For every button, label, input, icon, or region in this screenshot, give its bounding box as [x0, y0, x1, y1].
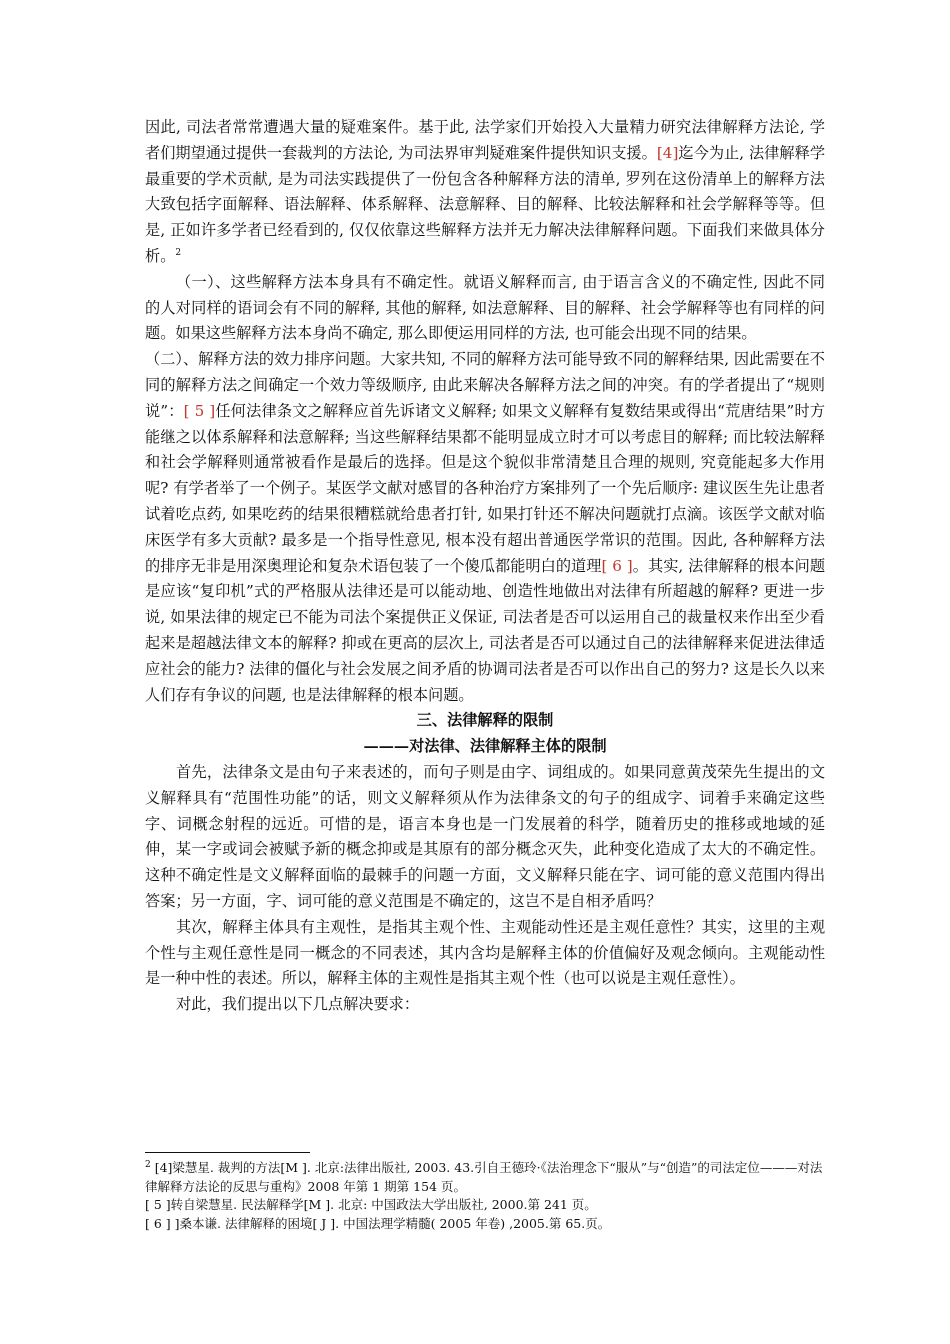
document-body	[145, 115, 825, 1018]
paragraph-3-text-cont: 任何法律条文之解释应首先诉诸文义解释; 如果文义解释有复数结果或得出“荒唐结果”时方能继之以体系解释和法意解释; 当这些解释结果都不能明显成立时才可以考虑目的解释; 而比较法解释和社会学解释则通常被看作是最后的选择。但是这个貌似非常清楚且合理的规则, 究竟能起多大作用呢? 有学者举了一个例子。某医学文献对感冒的各种治疗方案排列了一个先后顺序: 建议医生先让患者试着吃点药, 如果吃药的结果很糟糕就给患者打针, 如果打针还不解决问题就打点滴。该医学文献对临床医学有多大贡献? 最多是一个指导性意见, 根本没有超出普通医学常识的范围。因此, 各种解释方法的排序无非是用深奥理论和复杂术语包装了一个傻瓜都能明白的道理	[145, 401, 826, 575]
footnote-1	[145, 1159, 825, 1196]
section-subheading: ———对法律、法律解释主体的限制	[363, 737, 607, 756]
footnote-mark-2: 2	[175, 247, 182, 258]
paragraph-5: 其次，解释主体具有主观性，是指其主观个性、主观能动性还是主观任意性？其实，这里的主观个性与主观任意性是同一概念的不同表述，其内含均是解释主体的价值偏好及观念倾向。主观能动性是一种中性的表述。所以，解释主体的主观性是指其主观个性（也可以说是主观任意性）。	[145, 917, 825, 988]
footnote-divider	[145, 1152, 310, 1153]
citation-6: [ 6 ]	[601, 556, 633, 575]
paragraph-6: 对此，我们提出以下几点解决要求：	[176, 995, 419, 1014]
paragraph-1-text-cont: 迄今为止, 法律解释学最重要的学术贡献, 是为司法实践提供了一份包含各种解释方法的清单, 罗列在这份清单上的解释方法大致包括字面解释、语法解释、体系解释、法意解释、目的解释、比较法解释和社会学解释等等。但是, 正如许多学者已经看到的, 仅仅依靠这些解释方法并无力解决法律解释问题。下面我们来做具体分析。	[145, 143, 826, 265]
paragraph-2: （一）、这些解释方法本身具有不确定性。就语义解释而言, 由于语言含义的不确定性, 因此不同的人对同样的语词会有不同的解释, 其他的解释, 如法意解释、目的解释、社会学解释等也有同样的问题。如果这些解释方法本身尚不确定, 那么即便运用同样的方法, 也可能会出现不同的结果。	[145, 272, 825, 343]
citation-4: [4]	[656, 143, 679, 162]
citation-5: [ 5 ]	[183, 401, 216, 420]
footnote-1-mark: 2	[145, 1159, 151, 1170]
paragraph-3	[145, 347, 825, 708]
footnote-1-text: [4]梁慧星. 裁判的方法[M ]. 北京:法律出版社, 2003. 43.引自王德玲·《法治理念下“服从”与“创造”的司法定位———对法律解释方法论的反思与重构》2008 年第 1 期第 154 页。	[145, 1160, 823, 1194]
footnote-3: [ 6 ] ]桑本谦. 法律解释的困境[ J ]. 中国法理学精髓( 2005 年卷) ,2005.第 65.页。	[145, 1215, 611, 1231]
paragraph-1	[145, 115, 825, 270]
footnote-2: [ 5 ]转自梁慧星. 民法解释学[M ]. 北京: 中国政法大学出版社, 2000.第 241 页。	[145, 1197, 597, 1212]
section-heading: 三、法律解释的限制	[416, 711, 554, 730]
footnotes	[145, 1152, 825, 1233]
paragraph-3-text-end: 。其实, 法律解释的根本问题是应该“复印机”式的严格服从法律还是可以能动地、创造性地做出对法律有所超越的解释? 更进一步说, 如果法律的规定已不能为司法个案提供正义保证, 司法者是否可以运用自己的裁量权来作出至少看起来是超越法律文本的解释? 抑或在更高的层次上, 司法者是否可以通过自己的法律解释来促进法律适应社会的能力? 法律的僵化与社会发展之间矛盾的协调司法者是否可以作出自己的努力? 这是长久以来人们存有争议的问题, 也是法律解释的根本问题。	[145, 556, 826, 704]
paragraph-4: 首先，法律条文是由句子来表述的，而句子则是由字、词组成的。如果同意黄茂荣先生提出的文义解释具有“范围性功能”的话，则文义解释须从作为法律条文的句子的组成字、词着手来确定这些字、词概念射程的远近。可惜的是，语言本身也是一门发展着的科学，随着历史的推移或地域的延伸，某一字或词会被赋予新的概念抑或是其原有的部分概念灭失，此种变化造成了太大的不确定性。这种不确定性是文义解释面临的最棘手的问题一方面，文义解释只能在字、词可能的意义范围内得出答案；另一方面，字、词可能的意义范围是不确定的，这岂不是自相矛盾吗？	[145, 762, 825, 910]
paragraph-3-text: （二）、解释方法的效力排序问题。大家共知, 不同的解释方法可能导致不同的解释结果, 因此需要在不同的解释方法之间确定一个效力等级顺序, 由此来解决各解释方法之间的冲突。有的学者提出了“规则说”：	[145, 350, 825, 420]
paragraph-1-text: 因此, 司法者常常遭遇大量的疑难案件。基于此, 法学家们开始投入大量精力研究法律解释方法论, 学者们期望通过提供一套裁判的方法论, 为司法界审判疑难案件提供知识支援。	[145, 118, 825, 162]
